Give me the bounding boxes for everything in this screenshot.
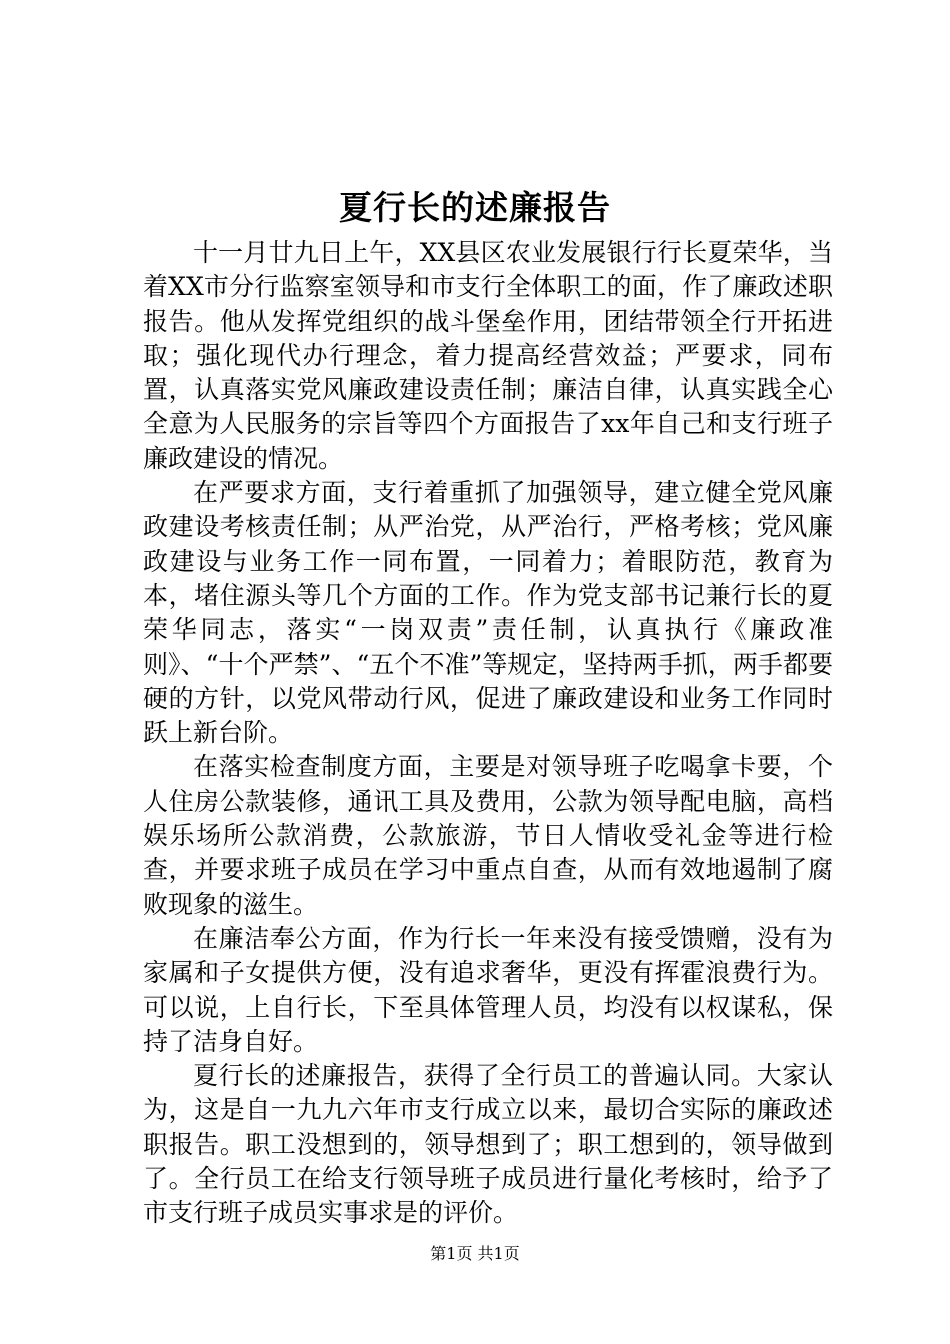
paragraph-3: 在落实检查制度方面，主要是对领导班子吃喝拿卡要，个人住房公款装修，通讯工具及费用，公款为领导配电脑，高档娱乐场所公款消费，公款旅游，节日人情收受礼金等进行检查，并要求班子成员在学习中重点自查，从而有效地遏制了腐败现象的滋生。 <box>143 752 833 919</box>
paragraph-5: 夏行长的述廉报告，获得了全行员工的普遍认同。大家认为，这是自一九九六年市支行成立以来，最切合实际的廉政述职报告。职工没想到的，领导想到了；职工想到的，领导做到了。全行员工在给支行领导班子成员进行量化考核时，给予了市支行班子成员实事求是的评价。 <box>143 1061 833 1228</box>
paragraph-2: 在严要求方面，支行着重抓了加强领导，建立健全党风廉政建设考核责任制；从严治党，从严治行，严格考核；党风廉政建设与业务工作一同布置，一同着力；着眼防范，教育为本，堵住源头等几个方面的工作。作为党支部书记兼行长的夏荣华同志，落实“一岗双责”责任制，认真执行《廉政准则》、“十个严禁”、“五个不准”等规定，坚持两手抓，两手都要硬的方针，以党风带动行风，促进了廉政建设和业务工作同时跃上新台阶。 <box>143 478 833 748</box>
document-title: 夏行长的述廉报告 <box>339 188 611 227</box>
paragraph-1: 十一月廿九日上午，XX县区农业发展银行行长夏荣华，当着XX市分行监察室领导和市支行全体职工的面，作了廉政述职报告。他从发挥党组织的战斗堡垒作用，团结带领全行开拓进取；强化现代办行理念，着力提高经营效益；严要求，同布置，认真落实党风廉政建设责任制；廉洁自律，认真实践全心全意为人民服务的宗旨等四个方面报告了xx年自己和支行班子廉政建设的情况。 <box>143 238 833 473</box>
document-body <box>143 236 833 1231</box>
page-number-footer: 第1页 共1页 <box>430 1244 520 1263</box>
paragraph-4: 在廉洁奉公方面，作为行长一年来没有接受馈赠，没有为家属和子女提供方便，没有追求奢华，更没有挥霍浪费行为。可以说，上自行长，下至具体管理人员，均没有以权谋私，保持了洁身自好。 <box>143 923 833 1056</box>
